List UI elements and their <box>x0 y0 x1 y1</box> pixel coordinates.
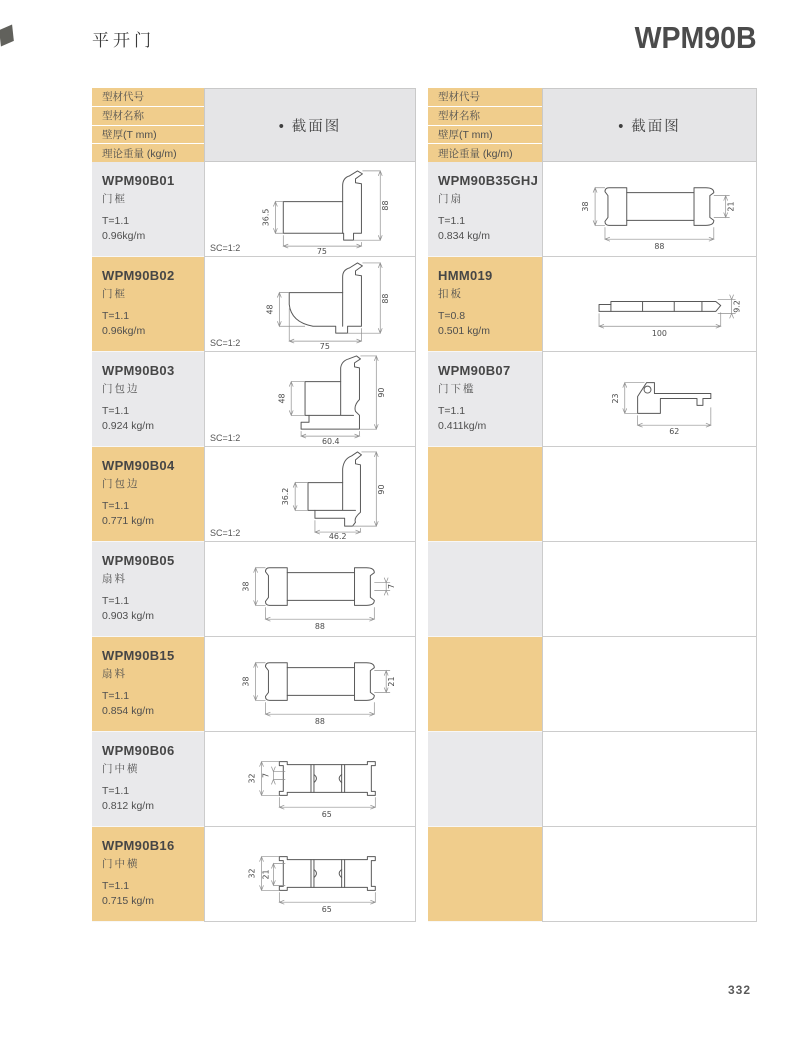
diagram-cell <box>204 257 416 352</box>
dim-label: 65 <box>321 810 332 820</box>
diagram-wpm90b35ghj <box>543 162 756 255</box>
scale-label: SC=1:2 <box>210 338 241 348</box>
dim-label: 65 <box>321 905 332 915</box>
profile-info-cell <box>92 447 204 542</box>
profile-code: WPM90B15 <box>102 648 175 663</box>
dim-label: 36.5 <box>261 208 271 227</box>
dim-label: 90 <box>377 484 387 495</box>
profile-thickness: T=1.1 <box>102 404 130 417</box>
dim-label: 48 <box>265 304 275 315</box>
profile-weight: 0.501 kg/m <box>438 324 490 337</box>
dim-label: 21 <box>387 676 397 687</box>
profile-thickness: T=1.1 <box>102 214 130 227</box>
page-number: 332 <box>728 983 752 997</box>
dim-label: 36.2 <box>281 487 291 506</box>
profile-name: 门扇 <box>438 193 463 205</box>
profile-code: WPM90B03 <box>102 363 175 378</box>
scan-artifact <box>0 25 14 47</box>
profile-weight: 0.834 kg/m <box>438 229 490 242</box>
profile-code: WPM90B05 <box>102 553 175 568</box>
diagram-hmm019 <box>543 257 756 350</box>
series-model-title: WPM90B <box>634 20 757 55</box>
dim-label: 75 <box>316 247 327 255</box>
profile-thickness: T=1.1 <box>102 499 130 512</box>
dim-label: 21 <box>261 869 271 880</box>
profile-code: WPM90B16 <box>102 838 175 853</box>
profile-info-cell <box>92 162 204 257</box>
profile-thickness: T=1.1 <box>102 689 130 702</box>
empty-info-cell <box>428 827 542 922</box>
profile-table-right <box>428 88 757 922</box>
header-section-view: • 截面图 <box>204 88 416 162</box>
dim-label: 88 <box>381 293 391 304</box>
profile-thickness: T=1.1 <box>438 214 466 227</box>
header-theoretical-weight: 理论重量 (kg/m) <box>92 144 204 162</box>
dim-label: 88 <box>654 242 665 252</box>
empty-info-cell <box>428 542 542 637</box>
diagram-cell <box>204 732 416 827</box>
diagram-cell <box>204 352 416 447</box>
dim-label: 100 <box>651 329 667 339</box>
diagram-wpm90b06 <box>205 732 415 825</box>
profile-info-cell <box>92 542 204 637</box>
diagram-cell <box>204 542 416 637</box>
profile-thickness: T=0.8 <box>438 309 466 322</box>
profile-weight: 0.715 kg/m <box>102 894 154 907</box>
profile-table-left <box>92 88 416 922</box>
dim-label: 38 <box>241 581 251 592</box>
profile-name: 扇料 <box>102 573 127 585</box>
profile-info-cell <box>428 162 542 257</box>
empty-info-cell <box>428 637 542 732</box>
dim-label: 88 <box>314 622 325 632</box>
scale-label: SC=1:2 <box>210 433 241 443</box>
profile-weight: 0.903 kg/m <box>102 609 154 622</box>
profile-thickness: T=1.1 <box>102 594 130 607</box>
profile-thickness: T=1.1 <box>102 309 130 322</box>
scale-label: SC=1:2 <box>210 528 241 538</box>
dim-label: 38 <box>581 201 591 212</box>
profile-name: 门中横 <box>102 858 140 870</box>
profile-weight: 0.96kg/m <box>102 229 146 242</box>
profile-info-cell <box>428 352 542 447</box>
dim-label: 48 <box>277 393 287 404</box>
empty-diagram-cell <box>542 542 757 637</box>
profile-name: 扣板 <box>438 288 463 300</box>
table-header-labels <box>428 88 542 162</box>
profile-code: WPM90B06 <box>102 743 175 758</box>
diagram-wpm90b15 <box>205 637 415 730</box>
profile-code: WPM90B02 <box>102 268 175 283</box>
empty-diagram-cell <box>542 447 757 542</box>
dim-label: 23 <box>610 393 620 404</box>
header-theoretical-weight: 理论重量 (kg/m) <box>428 144 542 162</box>
profile-thickness: T=1.1 <box>102 879 130 892</box>
profile-name: 门框 <box>102 193 127 205</box>
scale-label: SC=1:2 <box>210 243 241 253</box>
profile-info-cell <box>92 827 204 922</box>
diagram-wpm90b01 <box>205 162 415 255</box>
profile-code: WPM90B04 <box>102 458 175 473</box>
dim-label: 32 <box>247 868 257 879</box>
profile-name: 门框 <box>102 288 127 300</box>
diagram-cell <box>204 447 416 542</box>
profile-name: 门下槛 <box>438 383 476 395</box>
profile-code: WPM90B35GHJ <box>438 173 539 188</box>
page-category-title: 平开门 <box>92 31 155 50</box>
diagram-cell <box>542 257 757 352</box>
profile-weight: 0.924 kg/m <box>102 419 154 432</box>
profile-thickness: T=1.1 <box>438 404 466 417</box>
dim-label: 32 <box>247 773 257 784</box>
diagram-cell <box>204 162 416 257</box>
profile-name: 门包边 <box>102 478 140 490</box>
dim-label: 38 <box>241 676 251 687</box>
dim-label: 21 <box>726 201 736 212</box>
diagram-wpm90b16 <box>205 827 415 920</box>
profile-info-cell <box>428 257 542 352</box>
diagram-wpm90b02 <box>205 257 415 350</box>
diagram-cell <box>542 352 757 447</box>
profile-weight: 0.96kg/m <box>102 324 146 337</box>
diagram-wpm90b04 <box>205 447 415 540</box>
profile-weight: 0.411kg/m <box>438 419 487 432</box>
profile-info-cell <box>92 257 204 352</box>
dim-label: 62 <box>669 427 680 437</box>
profile-info-cell <box>92 732 204 827</box>
profile-thickness: T=1.1 <box>102 784 130 797</box>
header-profile-code: 型材代号 <box>92 88 204 107</box>
header-wall-thickness: 壁厚(T mm) <box>428 126 542 145</box>
dim-label: 88 <box>381 200 391 211</box>
diagram-cell <box>542 162 757 257</box>
header-profile-name: 型材名称 <box>428 107 542 126</box>
empty-info-cell <box>428 732 542 827</box>
dim-label: 7 <box>387 584 397 590</box>
diagram-wpm90b05 <box>205 542 415 635</box>
dim-label: 75 <box>319 342 330 350</box>
dim-label: 46.2 <box>328 532 347 540</box>
dim-label: 88 <box>314 717 325 727</box>
profile-code: WPM90B07 <box>438 363 511 378</box>
profile-info-cell <box>92 352 204 447</box>
diagram-wpm90b03 <box>205 352 415 445</box>
empty-diagram-cell <box>542 827 757 922</box>
header-section-view: • 截面图 <box>542 88 757 162</box>
diagram-wpm90b07 <box>543 352 756 445</box>
dim-label: 9.2 <box>732 300 742 313</box>
profile-info-cell <box>92 637 204 732</box>
empty-info-cell <box>428 447 542 542</box>
profile-name: 门中横 <box>102 763 140 775</box>
table-header-labels <box>92 88 204 162</box>
empty-diagram-cell <box>542 732 757 827</box>
empty-diagram-cell <box>542 637 757 732</box>
dim-label: 7 <box>261 773 271 779</box>
header-profile-name: 型材名称 <box>92 107 204 126</box>
header-wall-thickness: 壁厚(T mm) <box>92 126 204 145</box>
diagram-cell <box>204 827 416 922</box>
profile-weight: 0.812 kg/m <box>102 799 154 812</box>
profile-weight: 0.854 kg/m <box>102 704 154 717</box>
diagram-cell <box>204 637 416 732</box>
profile-weight: 0.771 kg/m <box>102 514 154 527</box>
header-profile-code: 型材代号 <box>428 88 542 107</box>
dim-label: 90 <box>377 387 387 398</box>
profile-code: HMM019 <box>438 268 493 283</box>
profile-name: 门包边 <box>102 383 140 395</box>
profile-code: WPM90B01 <box>102 173 175 188</box>
profile-name: 扇料 <box>102 668 127 680</box>
dim-label: 60.4 <box>321 437 340 445</box>
